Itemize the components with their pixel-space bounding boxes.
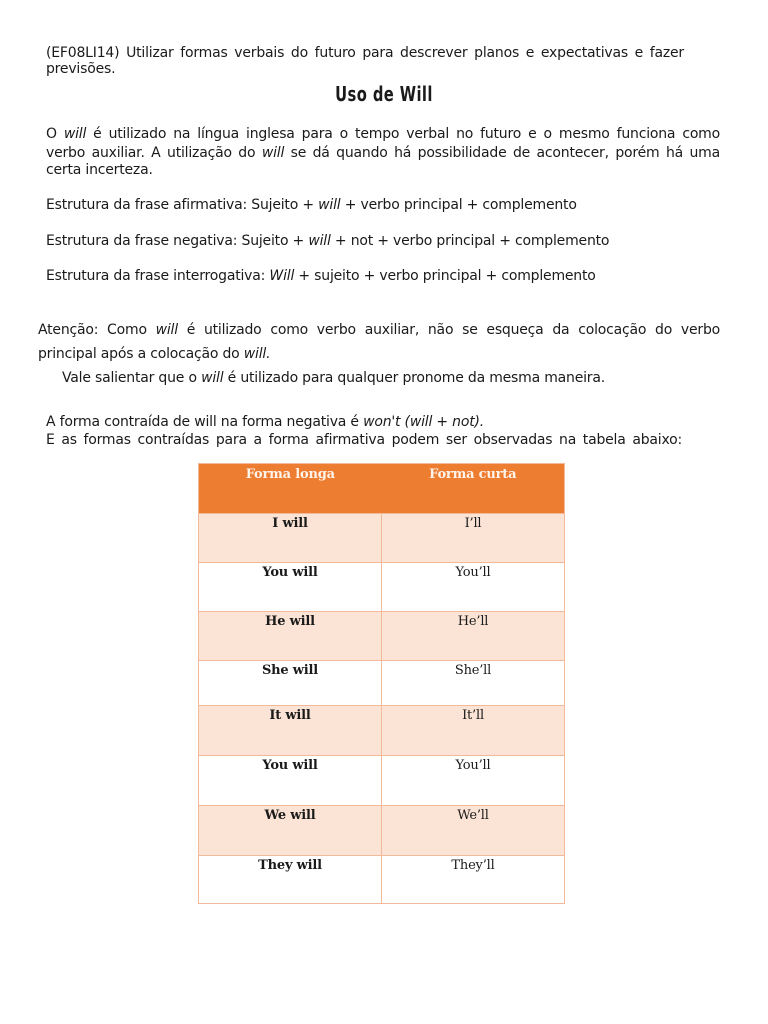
table-row: [199, 513, 564, 562]
cell-short: You’ll: [455, 758, 491, 773]
cell-long: We will: [199, 806, 382, 855]
structure-affirmative: Estrutura da frase afirmativa: Sujeito + will + verbo principal + complemento: [46, 197, 577, 213]
table-row: [199, 855, 564, 903]
cell-short: You’ll: [455, 565, 491, 580]
cell-short: It’ll: [462, 708, 484, 723]
intro-line-1: O will é utilizado na língua inglesa para o tempo verbal no futuro e o mesmo funciona como: [46, 126, 720, 142]
attention-line-1: Atenção: Como will é utilizado como verbo auxiliar, não se esqueça da colocação do verbo: [38, 322, 720, 338]
attention-line-3: Vale salientar que o will é utilizado para qualquer pronome da mesma maneira.: [62, 370, 605, 386]
objective-line-1: (EF08LI14) Utilizar formas verbais do futuro para descrever planos e expectativas e fazer: [46, 45, 684, 61]
cell-long: They will: [199, 856, 382, 903]
intro-line-2: verbo auxiliar. A utilização do will se dá quando há possibilidade de acontecer, porém há uma: [46, 145, 720, 161]
table-row: [199, 755, 564, 805]
objective-line-2: previsões.: [46, 61, 116, 77]
structure-negative: Estrutura da frase negativa: Sujeito + will + not + verbo principal + complemento: [46, 233, 610, 249]
attention-line-2: principal após a colocação do will.: [38, 346, 271, 362]
cell-short: I’ll: [464, 516, 482, 531]
table-header-long: Forma longa: [245, 467, 335, 482]
table-row: [199, 805, 564, 855]
page-title: Uso de Will: [335, 82, 433, 106]
table-row: [199, 611, 564, 660]
structure-interrogative: Estrutura da frase interrogativa: Will + sujeito + verbo principal + complemento: [46, 268, 596, 284]
contraction-line-1: A forma contraída de will na forma negativa é won't (will + not).: [46, 414, 485, 430]
contraction-line-2: E as formas contraídas para a forma afirmativa podem ser observadas na tabela abaixo:: [46, 432, 682, 448]
cell-long: I will: [199, 514, 382, 562]
table-row: [199, 660, 564, 705]
cell-short: She’ll: [454, 663, 492, 678]
cell-long: She will: [199, 661, 382, 705]
table-row: [199, 705, 564, 755]
table-row: [199, 562, 564, 611]
cell-short: We’ll: [457, 808, 489, 823]
table-header-short: Forma curta: [429, 467, 517, 482]
table-header-row: [199, 464, 564, 513]
cell-long: It will: [199, 706, 382, 755]
cell-long: He will: [199, 612, 382, 660]
cell-short: They’ll: [451, 858, 495, 873]
cell-long: You will: [199, 756, 382, 805]
cell-short: He’ll: [457, 614, 489, 629]
intro-line-3: certa incerteza.: [46, 162, 153, 178]
contraction-table: [198, 463, 565, 904]
cell-long: You will: [199, 563, 382, 611]
